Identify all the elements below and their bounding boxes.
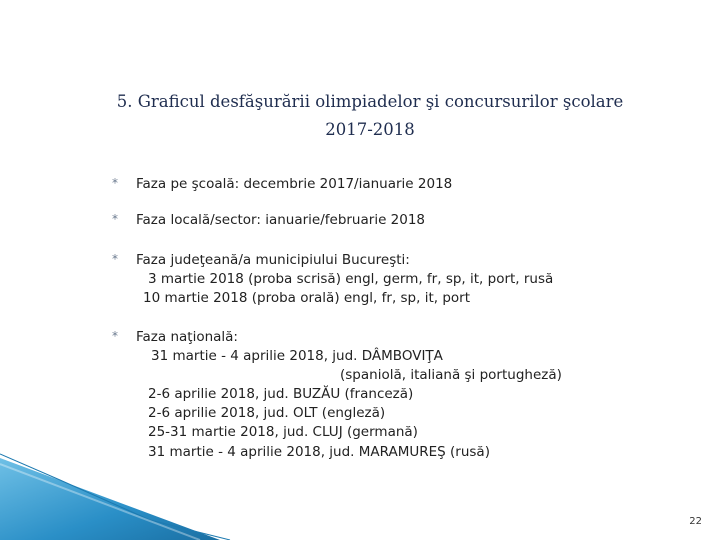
list-item-text: Faza locală/sector: ianuarie/februarie 2018 <box>136 212 426 228</box>
bullet-marker: * <box>112 252 118 266</box>
title-line-2: 2017-2018 <box>325 120 415 139</box>
sub-line: (spaniolă, italiană şi portugheză) <box>340 367 562 383</box>
list-item-text: Faza naţională: <box>136 329 238 345</box>
title-line-1: 5. Graficul desfăşurării olimpiadelor şi concursurilor şcolare <box>116 92 624 111</box>
sub-line: 2-6 aprilie 2018, jud. BUZĂU (franceză) <box>148 386 414 402</box>
sub-line: 3 martie 2018 (proba scrisă) engl, germ, fr, sp, it, port, rusă <box>148 271 554 287</box>
list-item-text: Faza judeţeană/a municipiului Bucureşti: <box>136 252 410 268</box>
sub-line: 25-31 martie 2018, jud. CLUJ (germană) <box>148 424 418 440</box>
sub-line: 10 martie 2018 (proba orală) engl, fr, sp, it, port <box>143 290 471 306</box>
bullet-marker: * <box>112 176 118 190</box>
page-number: 22 <box>689 516 702 527</box>
bullet-marker: * <box>112 212 118 226</box>
list-item-text: Faza pe şcoală: decembrie 2017/ianuarie 2018 <box>136 176 453 192</box>
slide-title <box>0 88 720 144</box>
sub-line: 2-6 aprilie 2018, jud. OLT (engleză) <box>148 405 386 421</box>
sub-line: 31 martie - 4 aprilie 2018, jud. DÂMBOVIŢA <box>151 348 443 364</box>
bullet-marker: * <box>112 329 118 343</box>
corner-decoration <box>0 440 720 540</box>
sub-line: 31 martie - 4 aprilie 2018, jud. MARAMUREŞ (rusă) <box>148 444 490 460</box>
